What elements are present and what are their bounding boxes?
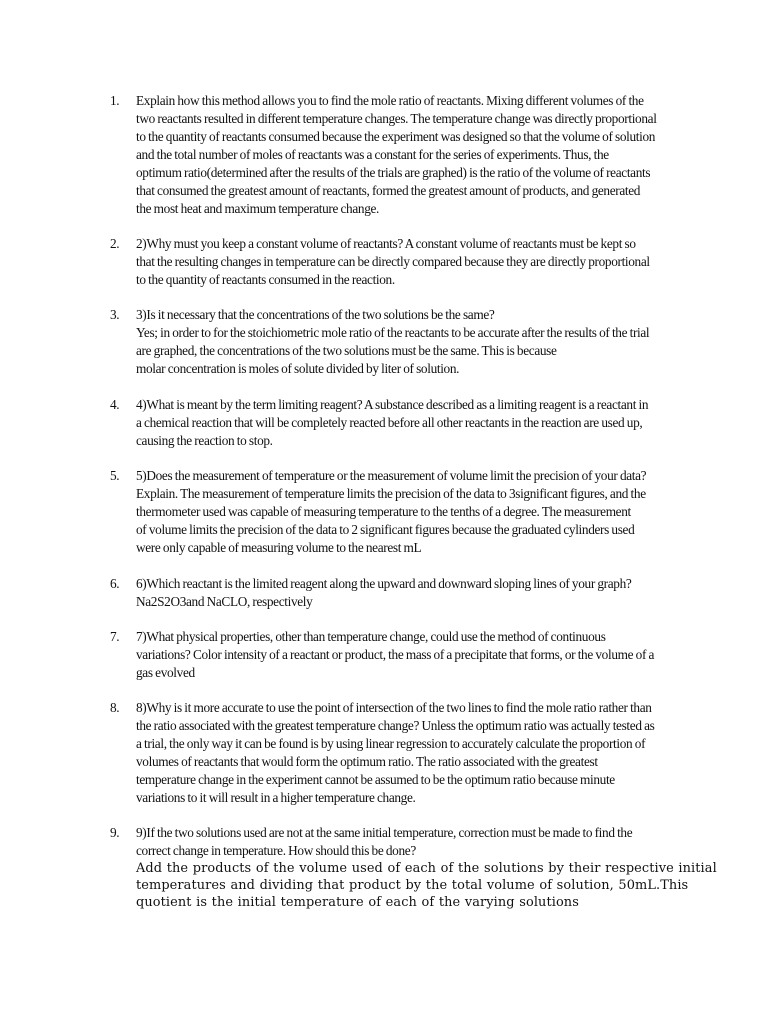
text-line: and the total number of moles of reactants was a constant for the series of experiments. Thus, the xyxy=(136,147,609,162)
text-line: correct change in temperature. How should this be done? xyxy=(136,843,416,858)
text-line: volumes of reactants that would form the optimum ratio. The ratio associated with the greatest xyxy=(136,754,598,769)
item-text xyxy=(136,699,676,807)
text-line: 3)Is it necessary that the concentrations of the two solutions be the same? xyxy=(136,307,495,322)
item-number: 6. xyxy=(110,576,120,591)
text-line: to the quantity of reactants consumed in the reaction. xyxy=(136,272,395,287)
text-line: a chemical reaction that will be completely reacted before all other reactants in the reaction are used up, xyxy=(136,415,643,430)
item-text xyxy=(136,467,676,557)
item-number: 9. xyxy=(110,825,120,840)
text-line: that the resulting changes in temperature can be directly compared because they are directly proportional xyxy=(136,254,650,269)
answer-line: quotient is the initial temperature of each of the varying solutions xyxy=(136,895,579,910)
item-number: 5. xyxy=(110,468,120,483)
text-line: variations? Color intensity of a reactant or product, the mass of a precipitate that forms, or the volume of a xyxy=(136,647,655,662)
text-line: 8)Why is it more accurate to use the point of intersection of the two lines to find the mole ratio rather than xyxy=(136,700,652,715)
text-line: Explain how this method allows you to find the mole ratio of reactants. Mixing different volumes of the xyxy=(136,93,644,108)
text-line: 2)Why must you keep a constant volume of reactants? A constant volume of reactants must be kept so xyxy=(136,236,636,251)
item-number: 1. xyxy=(110,93,120,108)
text-line: to the quantity of reactants consumed because the experiment was designed so that the volume of solution xyxy=(136,129,656,144)
item-text xyxy=(136,396,676,450)
item-number: 8. xyxy=(110,700,120,715)
item-text xyxy=(136,824,717,911)
item-text xyxy=(136,235,676,289)
item-number: 7. xyxy=(110,629,120,644)
text-line: were only capable of measuring volume to the nearest mL xyxy=(136,540,422,555)
text-line: a trial, the only way it can be found is by using linear regression to accurately calculate the proportion of xyxy=(136,736,646,751)
answer-text xyxy=(136,860,717,911)
text-line: 9)If the two solutions used are not at the same initial temperature, correction must be made to find the xyxy=(136,825,633,840)
text-line: two reactants resulted in different temperature changes. The temperature change was directly proportional xyxy=(136,111,657,126)
text-line: the most heat and maximum temperature change. xyxy=(136,201,380,216)
text-line: are graphed, the concentrations of the two solutions must be the same. This is because xyxy=(136,343,557,358)
text-line: thermometer used was capable of measuring temperature to the tenths of a degree. The measurement xyxy=(136,504,631,519)
item-text xyxy=(136,92,676,218)
item-text xyxy=(136,575,676,611)
text-line: gas evolved xyxy=(136,665,195,680)
text-line: 4)What is meant by the term limiting reagent? A substance described as a limiting reagent is a reactant in xyxy=(136,397,649,412)
answer-line: Add the products of the volume used of each of the solutions by their respective initial xyxy=(136,861,717,876)
answer-line: temperatures and dividing that product by the total volume of solution, 50mL.This xyxy=(136,878,689,893)
item-number: 4. xyxy=(110,397,120,412)
text-line: 5)Does the measurement of temperature or the measurement of volume limit the precision of your data? xyxy=(136,468,647,483)
text-line: 7)What physical properties, other than temperature change, could use the method of continuous xyxy=(136,629,606,644)
item-number: 3. xyxy=(110,307,120,322)
text-line: 6)Which reactant is the limited reagent along the upward and downward sloping lines of your graph? xyxy=(136,576,632,591)
text-line: Explain. The measurement of temperature limits the precision of the data to 3significant figures, and the xyxy=(136,486,646,501)
text-line: optimum ratio(determined after the results of the trials are graphed) is the ratio of the volume of reactants xyxy=(136,165,651,180)
item-text xyxy=(136,306,676,378)
text-line: Yes; in order to for the stoichiometric mole ratio of the reactants to be accurate after the results of the trial xyxy=(136,325,650,340)
text-line: Na2S2O3and NaCLO, respectively xyxy=(136,594,313,609)
text-line: causing the reaction to stop. xyxy=(136,433,273,448)
text-line: temperature change in the experiment cannot be assumed to be the optimum ratio because minute xyxy=(136,772,615,787)
text-line: that consumed the greatest amount of reactants, formed the greatest amount of products, and generated xyxy=(136,183,641,198)
item-text xyxy=(136,628,676,682)
text-line: of volume limits the precision of the data to 2 significant figures because the graduated cylinders used xyxy=(136,522,635,537)
item-number: 2. xyxy=(110,236,120,251)
text-line: the ratio associated with the greatest temperature change? Unless the optimum ratio was actually tested as xyxy=(136,718,655,733)
text-line: molar concentration is moles of solute divided by liter of solution. xyxy=(136,361,460,376)
text-line: variations to it will result in a higher temperature change. xyxy=(136,790,416,805)
